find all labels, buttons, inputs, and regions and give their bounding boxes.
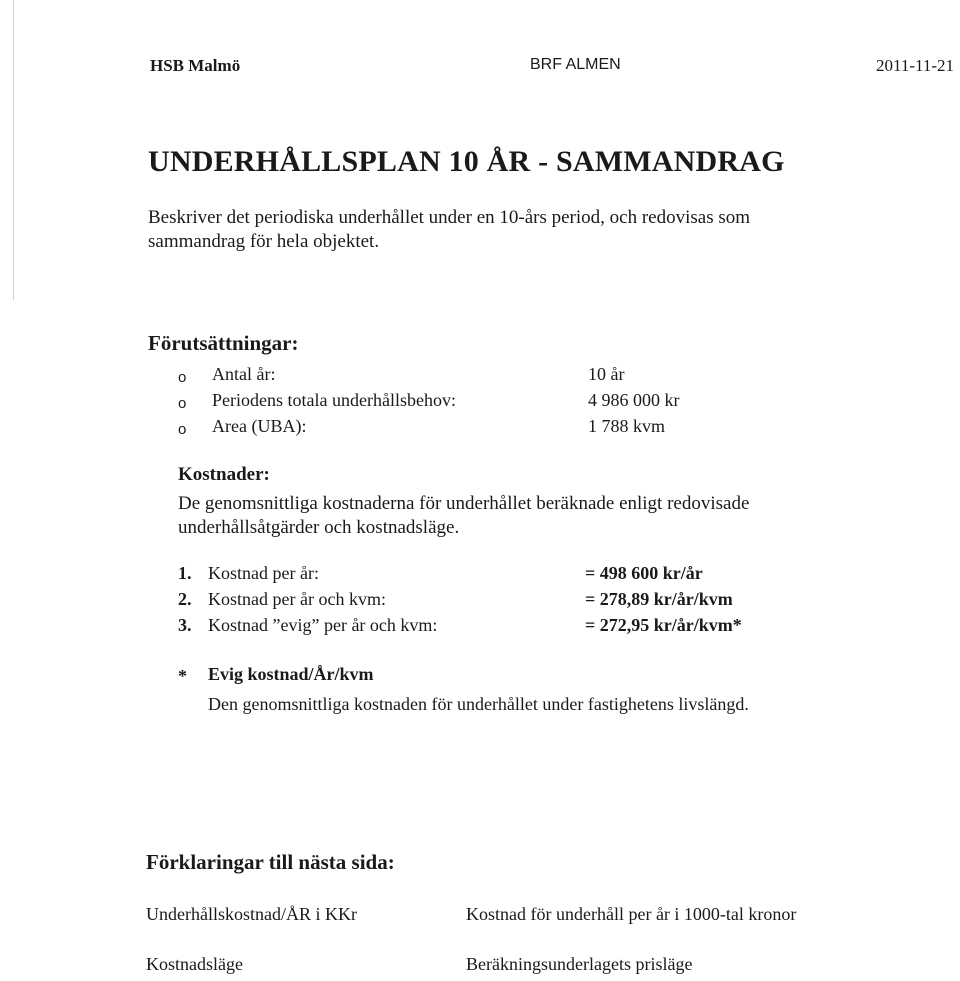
scan-edge-line — [13, 0, 14, 300]
prereq-label-total-need: Periodens totala underhållsbehov: — [212, 390, 456, 410]
costs-desc-line-1: De genomsnittliga kostnaderna för underhållet beräknade enligt redovisade — [178, 493, 750, 514]
explanation-definition: Kostnad för underhåll per år i 1000-tal kronor — [466, 904, 797, 924]
cost-item-number: 1. — [178, 563, 192, 583]
page-title: UNDERHÅLLSPLAN 10 ÅR - SAMMANDRAG — [148, 145, 785, 178]
footnote-title: Evig kostnad/År/kvm — [208, 664, 374, 684]
prereq-value-years: 10 år — [588, 364, 625, 384]
bullet-marker: o — [178, 395, 187, 412]
costs-heading: Kostnader: — [178, 464, 270, 485]
cost-item-value-eternal: = 272,95 kr/år/kvm* — [585, 615, 742, 635]
cost-item-label-per-year-sqm: Kostnad per år och kvm: — [208, 589, 386, 609]
intro-line-1: Beskriver det periodiska underhållet under en 10-års period, och redovisas som — [148, 207, 751, 228]
cost-item-number: 3. — [178, 615, 192, 635]
prereq-label-area: Area (UBA): — [212, 416, 307, 436]
header-date: 2011-11-21 — [876, 56, 955, 75]
header-org: HSB Malmö — [150, 56, 241, 75]
explanation-term: Underhållskostnad/ÅR i KKr — [146, 904, 357, 924]
footnote-text: Den genomsnittliga kostnaden för underhållet under fastighetens livslängd. — [208, 694, 749, 714]
costs-desc-line-2: underhållsåtgärder och kostnadsläge. — [178, 517, 460, 538]
cost-item-value-per-year: = 498 600 kr/år — [585, 563, 703, 583]
prerequisites-heading: Förutsättningar: — [148, 331, 299, 355]
cost-item-label-per-year: Kostnad per år: — [208, 563, 319, 583]
bullet-marker: o — [178, 421, 187, 438]
prereq-label-years: Antal år: — [212, 364, 276, 384]
cost-item-value-per-year-sqm: = 278,89 kr/år/kvm — [585, 589, 733, 609]
footnote-marker: * — [178, 666, 187, 686]
prereq-value-total-need: 4 986 000 kr — [588, 390, 680, 410]
explanations-heading: Förklaringar till nästa sida: — [146, 850, 395, 874]
explanation-term: Kostnadsläge — [146, 954, 243, 974]
header-association: BRF ALMEN — [530, 56, 621, 73]
explanation-definition: Beräkningsunderlagets prisläge — [466, 954, 693, 974]
prereq-value-area: 1 788 kvm — [588, 416, 666, 436]
cost-item-number: 2. — [178, 589, 192, 609]
intro-line-2: sammandrag för hela objektet. — [148, 231, 380, 252]
bullet-marker: o — [178, 369, 187, 386]
cost-item-label-eternal: Kostnad ”evig” per år och kvm: — [208, 615, 438, 635]
